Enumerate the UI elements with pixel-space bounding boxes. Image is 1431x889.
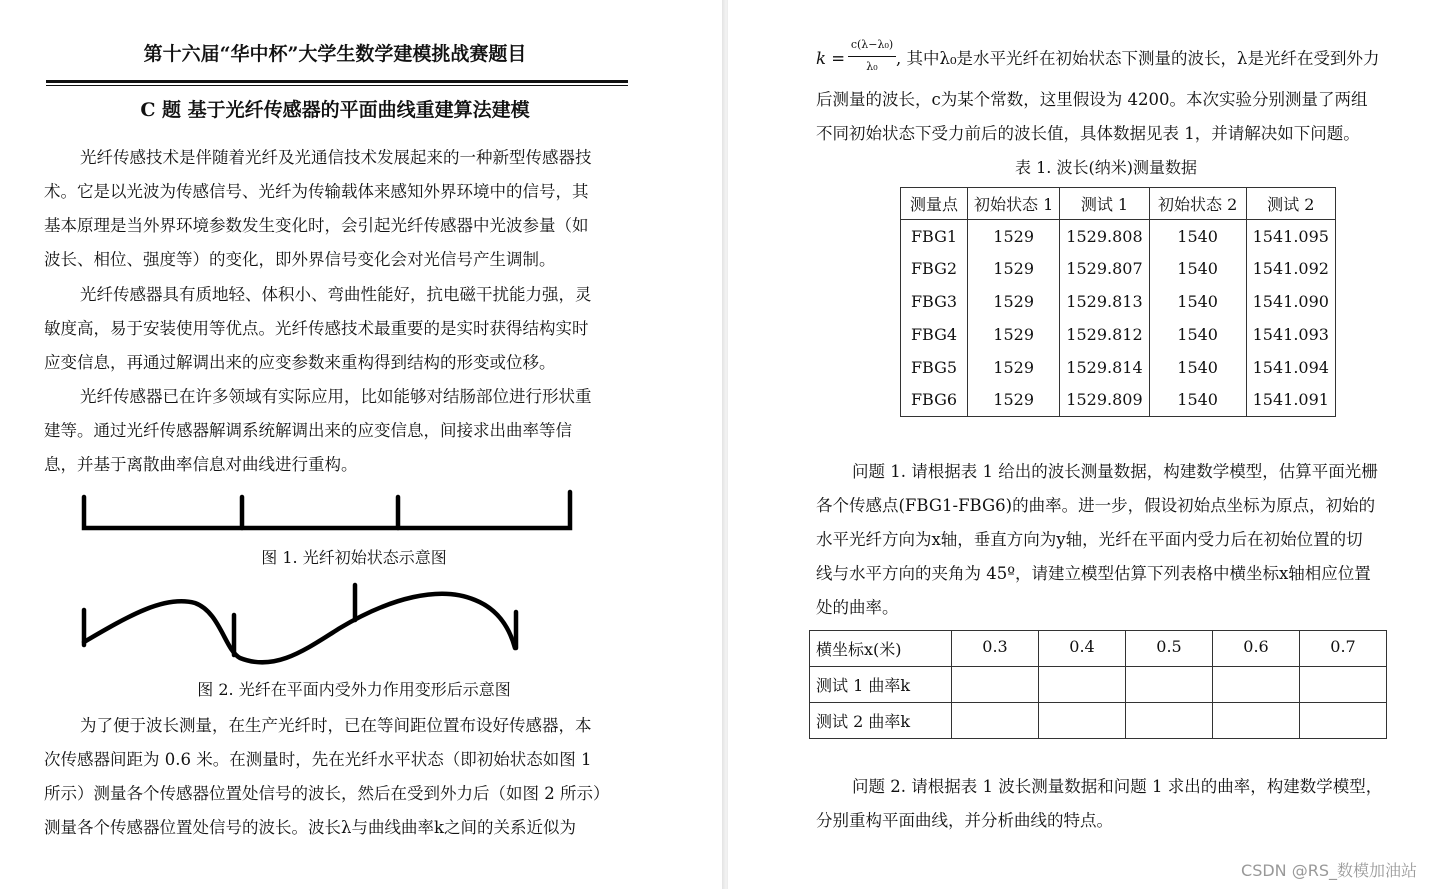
table-cell: 1529 [968, 351, 1060, 384]
formula-numerator: c(λ−λ₀) [850, 38, 894, 51]
table-row [901, 220, 1336, 253]
table-cell: 1540 [1149, 351, 1246, 384]
wavelength-table [900, 187, 1336, 417]
table-cell: 1529.812 [1060, 318, 1149, 351]
para3-line1: 光纤传感器已在许多领域有实际应用，比如能够对结肠部位进行形状重 [80, 387, 592, 406]
para4-line3: 所示）测量各个传感器位置处信号的波长，然后在受到外力后（如图 2 所示） [44, 784, 610, 803]
empty-cell [1300, 703, 1387, 739]
table-cell: 1540 [1149, 285, 1246, 318]
empty-cell [1213, 703, 1300, 739]
para2-line2: 敏度高，易于安装使用等优点。光纤传感技术最重要的是实时获得结构实时 [44, 319, 589, 338]
q1-line1: 问题 1. 请根据表 1 给出的波长测量数据，构建数学模型，估算平面光栅 [852, 462, 1378, 481]
empty-cell [1039, 667, 1126, 703]
table-cell: 1529.807 [1060, 252, 1149, 285]
x-value-cell: 0.7 [1300, 631, 1387, 667]
x-value-cell: 0.4 [1039, 631, 1126, 667]
x-value-cell: 0.3 [952, 631, 1039, 667]
empty-cell [952, 667, 1039, 703]
para1-line2: 术。它是以光波为传感信号、光纤为传输载体来感知外界环境中的信号，其 [44, 182, 589, 201]
table1-caption: 表 1. 波长(纳米)测量数据 [1015, 158, 1197, 177]
table-cell: 1529.809 [1060, 383, 1149, 416]
para4-line2: 次传感器间距为 0.6 米。在测量时，先在光纤水平状态（即初始状态如图 1 [44, 750, 592, 769]
q1-line5: 处的曲率。 [816, 598, 899, 617]
table-header-cell: 测量点 [901, 188, 968, 220]
formula-denominator: λ₀ [866, 60, 878, 73]
table-cell: 1540 [1149, 252, 1246, 285]
figure-1-caption: 图 1. 光纤初始状态示意图 [261, 548, 447, 567]
table-header-row [901, 188, 1336, 220]
row-header-test2: 测试 2 曲率k [810, 703, 952, 739]
para1-line4: 波长、相位、强度等）的变化，即外界信号变化会对光信号产生调制。 [44, 250, 556, 269]
para3-line3: 息，并基于离散曲率信息对曲线进行重构。 [44, 455, 358, 474]
para2-line1: 光纤传感器具有质地轻、体积小、弯曲性能好，抗电磁干扰能力强，灵 [80, 285, 592, 304]
para3-line2: 建等。通过光纤传感器解调系统解调出来的应变信息，间接求出曲率等信 [44, 421, 572, 440]
right-page [728, 0, 1431, 889]
table-cell: 1541.093 [1246, 318, 1335, 351]
formula-fraction-bar [848, 56, 896, 57]
table-cell: 1541.090 [1246, 285, 1335, 318]
para4-line4: 测量各个传感器位置处信号的波长。波长λ与曲线曲率k之间的关系近似为 [44, 818, 576, 837]
table-cell: FBG2 [901, 252, 968, 285]
table-cell: 1529 [968, 285, 1060, 318]
csdn-watermark: CSDN @RS_数模加油站 [1241, 861, 1417, 880]
table-row [901, 351, 1336, 384]
table-cell: 1541.094 [1246, 351, 1335, 384]
table-cell: 1541.092 [1246, 252, 1335, 285]
table-header-cell: 初始状态 1 [968, 188, 1060, 220]
row-header-test1: 测试 1 曲率k [810, 667, 952, 703]
table-row [810, 667, 1387, 703]
table-header-cell: 测试 2 [1246, 188, 1335, 220]
table-cell: 1529.814 [1060, 351, 1149, 384]
table-cell: 1540 [1149, 220, 1246, 253]
empty-cell [1213, 667, 1300, 703]
table-cell: 1529 [968, 318, 1060, 351]
table-row [901, 318, 1336, 351]
empty-cell [1300, 667, 1387, 703]
table-cell: 1540 [1149, 383, 1246, 416]
table-cell: 1541.091 [1246, 383, 1335, 416]
table-row [901, 285, 1336, 318]
table-cell: 1541.095 [1246, 220, 1335, 253]
table-cell: 1529 [968, 252, 1060, 285]
table-header-cell: 初始状态 2 [1149, 188, 1246, 220]
table-row [901, 383, 1336, 416]
table-row [901, 252, 1336, 285]
empty-cell [1039, 703, 1126, 739]
table-header-cell: 测试 1 [1060, 188, 1149, 220]
table-cell: 1529 [968, 383, 1060, 416]
para4-line1: 为了便于波长测量，在生产光纤时，已在等间距位置布设好传感器，本 [80, 716, 592, 735]
intro-line2: 后测量的波长，c为某个常数，这里假设为 4200。本次实验分别测量了两组 [816, 90, 1368, 109]
para2-line3: 应变信息，再通过解调出来的应变参数来重构得到结构的形变或位移。 [44, 353, 556, 372]
q1-line4: 线与水平方向的夹角为 45º，请建立模型估算下列表格中横坐标x轴相应位置 [816, 564, 1371, 583]
para1-line1: 光纤传感技术是伴随着光纤及光通信技术发展起来的一种新型传感器技 [80, 148, 592, 167]
row-header-x: 横坐标x(米) [810, 631, 952, 667]
formula-line1-text: , 其中λ₀是水平光纤在初始状态下测量的波长，λ是光纤在受到外力 [896, 49, 1380, 68]
x-value-cell: 0.5 [1126, 631, 1213, 667]
curvature-table [809, 630, 1387, 739]
problem-title: C 题 基于光纤传感器的平面曲线重建算法建模 [140, 99, 530, 121]
table-cell: 1529.813 [1060, 285, 1149, 318]
x-value-cell: 0.6 [1213, 631, 1300, 667]
contest-title: 第十六届“华中杯”大学生数学建模挑战赛题目 [143, 43, 527, 65]
figure-2-caption: 图 2. 光纤在平面内受外力作用变形后示意图 [197, 680, 511, 699]
formula-k-label: k = [816, 49, 846, 68]
empty-cell [1126, 703, 1213, 739]
para1-line3: 基本原理是当外界环境参数发生变化时，会引起光纤传感器中光波参量（如 [44, 216, 589, 235]
empty-cell [1126, 667, 1213, 703]
table-cell: 1529.808 [1060, 220, 1149, 253]
table-cell: FBG4 [901, 318, 968, 351]
table-cell: FBG1 [901, 220, 968, 253]
table-row [810, 631, 1387, 667]
intro-line3: 不同初始状态下受力前后的波长值，具体数据见表 1，并请解决如下问题。 [816, 124, 1360, 143]
q1-line3: 水平光纤方向为x轴，垂直方向为y轴，光纤在平面内受力后在初始位置的切 [816, 530, 1363, 549]
table-row [810, 703, 1387, 739]
table-cell: FBG3 [901, 285, 968, 318]
q2-line1: 问题 2. 请根据表 1 波长测量数据和问题 1 求出的曲率，构建数学模型， [852, 777, 1383, 796]
empty-cell [952, 703, 1039, 739]
q1-line2: 各个传感点(FBG1-FBG6)的曲率。进一步，假设初始点坐标为原点，初始的 [816, 496, 1376, 515]
q2-line2: 分别重构平面曲线，并分析曲线的特点。 [816, 811, 1113, 830]
table-cell: FBG5 [901, 351, 968, 384]
table-cell: 1529 [968, 220, 1060, 253]
table-cell: 1540 [1149, 318, 1246, 351]
table-cell: FBG6 [901, 383, 968, 416]
